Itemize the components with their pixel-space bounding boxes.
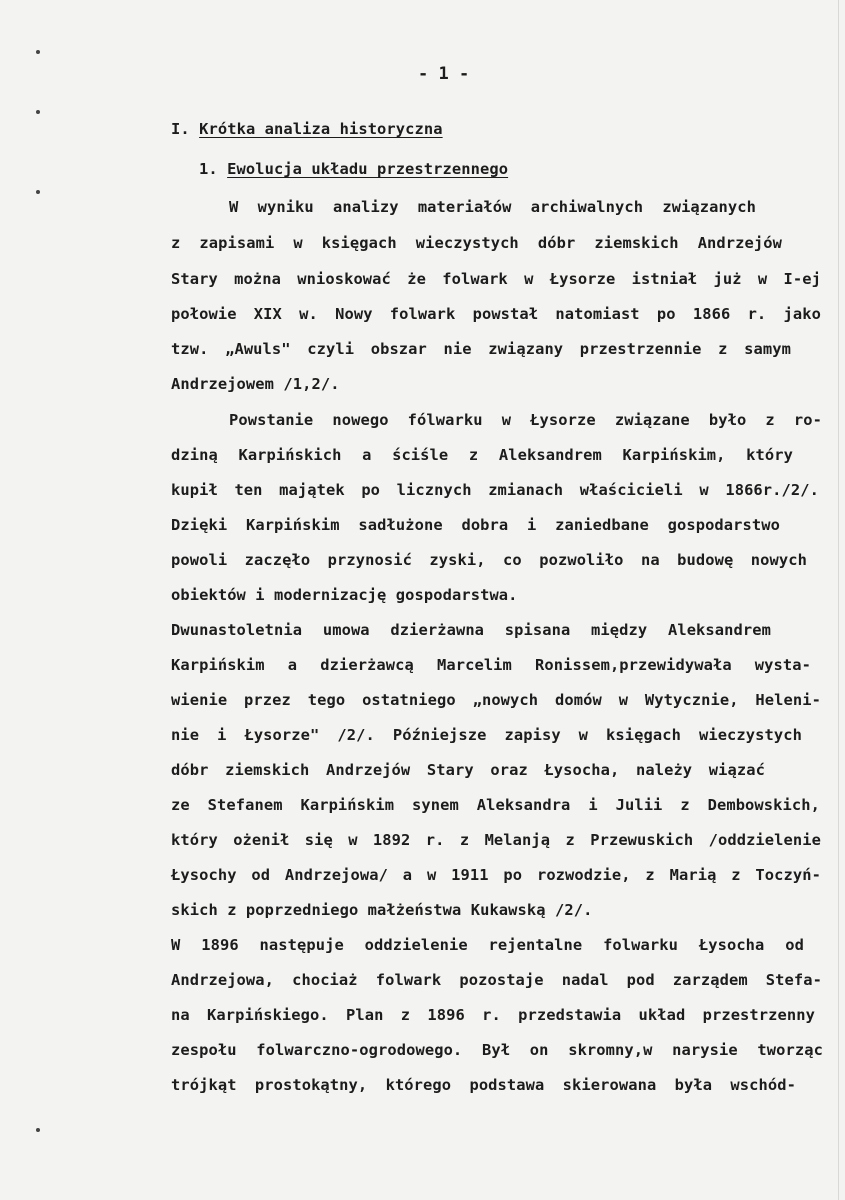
section-title: Krótka analiza historyczna [199,120,443,138]
text-line: trójkąt prostokątny, którego podstawa skierowana była wschód- [171,1076,796,1094]
text-line: nie i Łysorze" /2/. Późniejsze zapisy w księgach wieczystych [171,726,802,744]
punch-mark [36,50,40,54]
text-line: Karpińskim a dzierżawcą Marcelim Ronissem,przewidywała wysta- [171,656,811,674]
text-line: Dzięki Karpińskim sadłużone dobra i zaniedbane gospodarstwo [171,516,780,534]
text-line: Stary można wnioskować że folwark w Łysorze istniał już w I-ej [171,270,821,288]
page-edge [838,0,839,1200]
text-line: W 1896 następuje oddzielenie rejentalne folwarku Łysocha od [171,936,804,954]
text-line: powoli zaczęło przynosić zyski, co pozwoliło na budowę nowych [171,551,807,569]
subsection-number: 1. [199,160,218,178]
subsection-heading [199,160,508,178]
subsection-title: Ewolucja układu przestrzennego [227,160,509,178]
text-line: Dwunastoletnia umowa dzierżawna spisana między Aleksandrem [171,621,771,639]
text-line: który ożenił się w 1892 r. z Melanją z Przewuskich /oddzielenie [171,831,821,849]
text-line: kupił ten majątek po licznych zmianach właścicieli w 1866r./2/. [171,481,819,499]
text-line: Łysochy od Andrzejowa/ a w 1911 po rozwodzie, z Marią z Toczyń- [171,866,821,884]
text-line: Powstanie nowego fólwarku w Łysorze związane było z ro- [229,411,822,429]
text-line: zespołu folwarczno-ogrodowego. Był on skromny,w narysie tworząc [171,1041,823,1059]
text-line: Andrzejowa, chociaż folwark pozostaje nadal pod zarządem Stefa- [171,971,822,989]
text-line: skich z poprzedniego małżeństwa Kukawską /2/. [171,901,593,919]
text-line: dóbr ziemskich Andrzejów Stary oraz Łysocha, należy wiązać [171,761,765,779]
punch-mark [36,1128,40,1132]
section-number: I. [171,120,190,138]
punch-mark [36,190,40,194]
text-line: z zapisami w księgach wieczystych dóbr ziemskich Andrzejów [171,234,782,252]
text-line: Andrzejowem /1,2/. [171,375,340,393]
punch-mark [36,110,40,114]
text-line: wienie przez tego ostatniego „nowych domów w Wytycznie, Heleni- [171,691,821,709]
text-line: na Karpińskiego. Plan z 1896 r. przedstawia układ przestrzenny [171,1006,815,1024]
text-line: dziną Karpińskich a ściśle z Aleksandrem Karpińskim, który [171,446,793,464]
text-line: połowie XIX w. Nowy folwark powstał natomiast po 1866 r. jako [171,305,821,323]
page-number: - 1 - [418,64,470,84]
section-heading [171,120,443,138]
text-line: ze Stefanem Karpińskim synem Aleksandra i Julii z Dembowskich, [171,796,820,814]
text-line: W wyniku analizy materiałów archiwalnych związanych [229,198,756,216]
text-line: tzw. „Awuls" czyli obszar nie związany przestrzennie z samym [171,340,791,358]
text-line: obiektów i modernizację gospodarstwa. [171,586,518,604]
